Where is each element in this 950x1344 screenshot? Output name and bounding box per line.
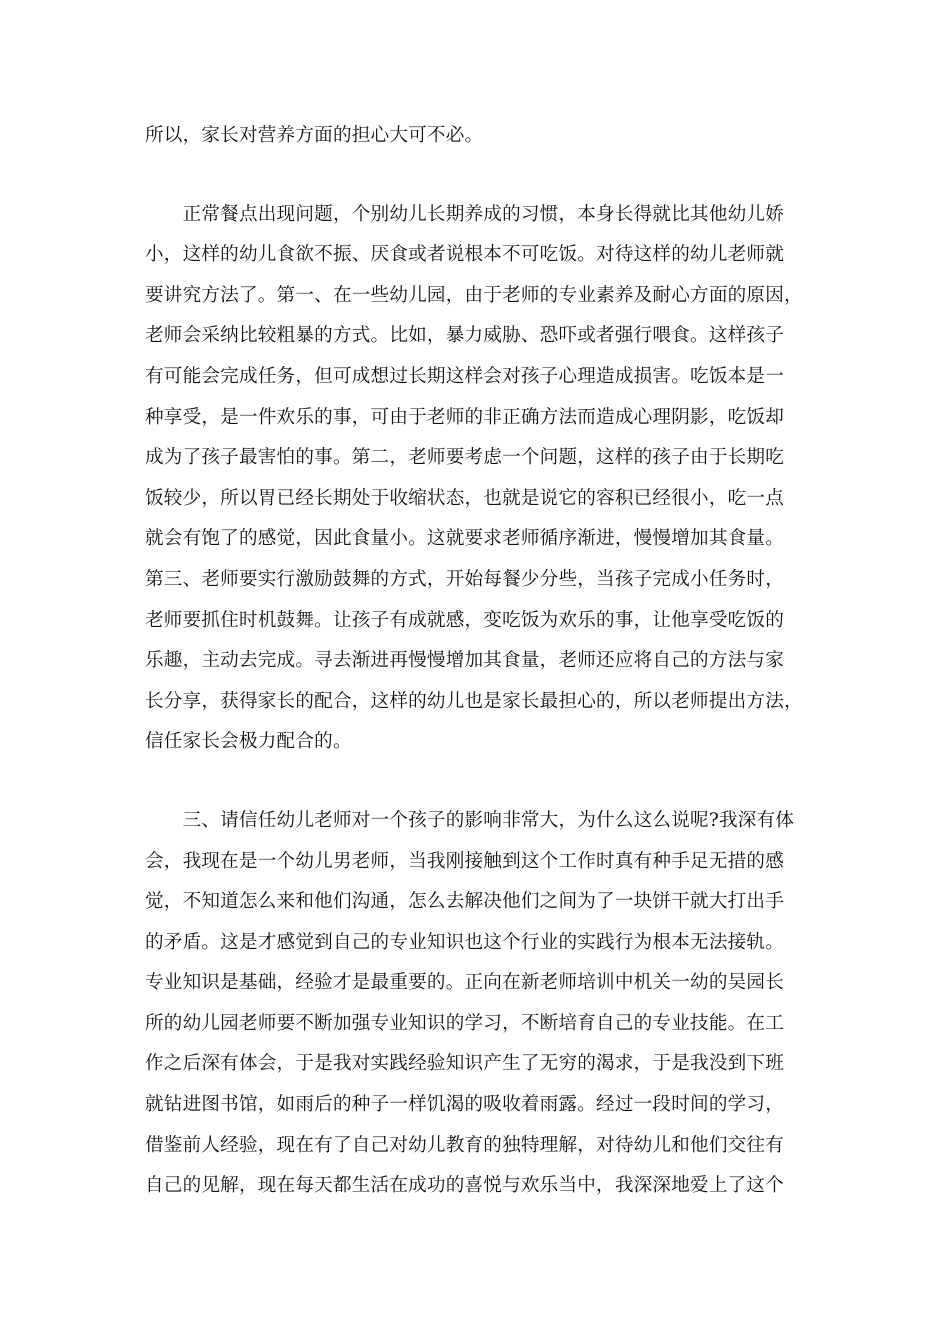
text-line: 所以，家长对营养方面的担心大可不必。 [145, 125, 484, 146]
paragraph-gap [145, 763, 807, 801]
text-line: 老师要抓住时机鼓舞。让孩子有成就感，变吃饭为欢乐的事，让他享受吃饭的 [145, 609, 784, 631]
paragraph-2 [145, 195, 807, 763]
text-line: 乐趣，主动去完成。寻去渐进再慢慢增加其食量，老师还应将自己的方法与家 [145, 650, 784, 672]
text-line: 借鉴前人经验，现在有了自己对幼儿教育的独特理解，对待幼儿和他们交往有 [145, 1134, 784, 1156]
text-line: 小，这样的幼儿食欲不振、厌食或者说根本不可吃饭。对待这样的幼儿老师就 [145, 244, 784, 266]
paragraph-1 [145, 116, 807, 157]
text-line: 有可能会完成任务，但可成想过长期这样会对孩子心理造成损害。吃饭本是一 [145, 365, 784, 387]
text-line: 自己的见解，现在每天都生活在成功的喜悦与欢乐当中，我深深地爱上了这个 [145, 1175, 784, 1197]
text-line: 种享受，是一件欢乐的事，可由于老师的非正确方法而造成心理阴影，吃饭却 [145, 406, 784, 428]
text-line: 饭较少，所以胃已经长期处于收缩状态，也就是说它的容积已经很小，吃一点 [145, 487, 784, 509]
text-line: 作之后深有体会，于是我对实践经验知识产生了无穷的渴求，于是我没到下班 [145, 1053, 784, 1075]
text-line: 的矛盾。这是才感觉到自己的专业知识也这个行业的实践行为根本无法接轨。 [145, 931, 784, 953]
text-line: 三、请信任幼儿老师对一个孩子的影响非常大，为什么这么说呢?我深有体 [145, 809, 795, 831]
text-line: 成为了孩子最害怕的事。第二，老师要考虑一个问题，这样的孩子由于长期吃 [145, 447, 784, 469]
text-line: 所的幼儿园老师要不断加强专业知识的学习，不断培育自己的专业技能。在工 [145, 1012, 784, 1034]
text-line: 就钻进图书馆，如雨后的种子一样饥渴的吸收着雨露。经过一段时间的学习， [145, 1094, 784, 1116]
text-line: 觉，不知道怎么来和他们沟通，怎么去解决他们之间为了一块饼干就大打出手 [145, 891, 784, 913]
paragraph-3 [145, 801, 807, 1207]
text-line: 专业知识是基础，经验才是最重要的。正向在新老师培训中机关一幼的吴园长 [145, 972, 784, 994]
text-line: 会，我现在是一个幼儿男老师，当我刚接触到这个工作时真有种手足无措的感 [145, 850, 784, 872]
paragraph-gap [145, 157, 807, 195]
text-line: 正常餐点出现问题，个别幼儿长期养成的习惯，本身长得就比其他幼儿娇 [145, 203, 784, 225]
text-line: 第三、老师要实行激励鼓舞的方式，开始每餐少分些，当孩子完成小任务时， [145, 568, 784, 590]
text-line: 就会有饱了的感觉，因此食量小。这就要求老师循序渐进，慢慢增加其食量。 [145, 528, 784, 550]
text-line: 长分享，获得家长的配合，这样的幼儿也是家长最担心的，所以老师提出方法， [145, 690, 803, 712]
text-line: 要讲究方法了。第一、在一些幼儿园，由于老师的专业素养及耐心方面的原因， [145, 284, 803, 306]
body-text [145, 116, 807, 1207]
text-line: 老师会采纳比较粗暴的方式。比如，暴力威胁、恐吓或者强行喂食。这样孩子 [145, 325, 784, 347]
text-line: 信任家长会极力配合的。 [145, 731, 352, 753]
